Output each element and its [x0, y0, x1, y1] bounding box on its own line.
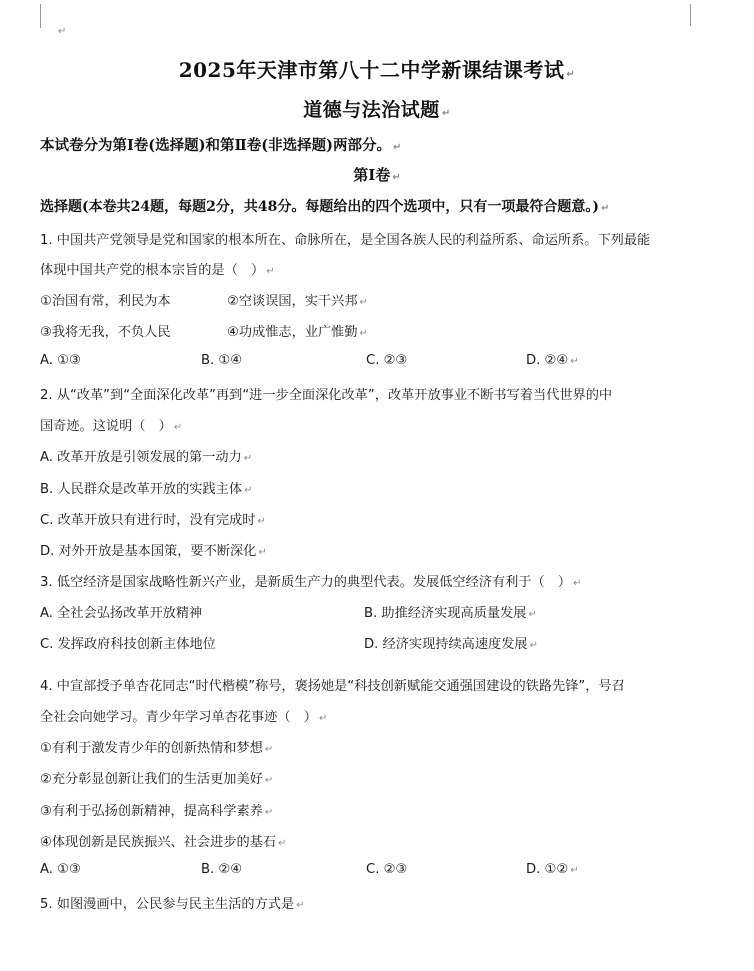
- paragraph-mark-icon: ↵: [58, 26, 67, 37]
- option-a[interactable]: A. 全社会弘扬改革开放精神: [40, 606, 203, 621]
- statement-2-text: ②充分彰显创新让我们的生活更加美好: [40, 772, 263, 787]
- paragraph-mark-icon: ↵: [244, 485, 253, 496]
- option-b-text: B. 助推经济实现高质量发展: [364, 606, 527, 621]
- paragraph-mark-icon: ↵: [257, 516, 266, 527]
- paragraph-mark-icon: ↵: [264, 744, 274, 755]
- statement-1: ①治国有常，利民为本: [40, 294, 171, 309]
- paragraph-mark-icon: ↵: [258, 547, 267, 558]
- paragraph-mark-icon: ↵: [570, 865, 579, 876]
- question-4-line-1: 4. 中宣部授予单杏花同志“时代楷模”称号，褒扬她是“科技创新赋能交通强国建设的铁路先锋”，号召: [40, 679, 625, 694]
- option-d[interactable]: [526, 862, 579, 877]
- section-heading: [0, 164, 754, 185]
- paragraph-mark-icon: ↵: [570, 356, 579, 367]
- option-b-text: B. 人民群众是改革开放的实践主体: [40, 482, 243, 497]
- statement-3: ③我将无我，不负人民: [40, 325, 171, 340]
- paragraph-mark-icon: ↵: [264, 775, 274, 786]
- question-3-stem: 3. 低空经济是国家战略性新兴产业，是新质生产力的典型代表。发展低空经济有利于（ ）: [40, 575, 572, 590]
- crop-mark-left: [40, 4, 41, 28]
- option-d[interactable]: [364, 633, 538, 652]
- paragraph-mark-icon: ↵: [264, 807, 274, 818]
- option-d-text: D. ②④: [526, 353, 569, 368]
- option-b[interactable]: [364, 602, 537, 621]
- question-2-stem-end: 国奇迹。这说明（ ）: [40, 419, 172, 434]
- section-heading-text: 第Ⅰ卷: [353, 166, 391, 184]
- statement-1-text: ①有利于激发青少年的创新热情和梦想: [40, 741, 263, 756]
- question-2-option-d[interactable]: [40, 540, 267, 559]
- statement-4-text: ④体现创新是民族振兴、社会进步的基石: [40, 835, 277, 850]
- option-c[interactable]: C. 发挥政府科技创新主体地位: [40, 637, 216, 652]
- instructions: [40, 196, 609, 216]
- option-a[interactable]: A. ①③: [40, 353, 81, 368]
- statement-4: [227, 321, 368, 340]
- statement-2-text: ②空谈误国，实干兴邦: [227, 294, 358, 309]
- exam-title: [0, 54, 754, 83]
- paragraph-mark-icon: ↵: [243, 453, 253, 464]
- paragraph-mark-icon: ↵: [266, 266, 275, 277]
- option-d-text: D. 对外开放是基本国策，要不断深化: [40, 544, 257, 559]
- paragraph-mark-icon: ↵: [359, 297, 368, 308]
- paragraph-mark-icon: ↵: [529, 640, 538, 651]
- paragraph-mark-icon: ↵: [600, 203, 610, 214]
- crop-mark-right: [690, 4, 691, 26]
- paragraph-mark-icon: ↵: [573, 578, 582, 589]
- question-1-line-2: [40, 259, 275, 278]
- option-a-text: A. 改革开放是引领发展的第一动力: [40, 450, 242, 465]
- paragraph-mark-icon: ↵: [359, 328, 368, 339]
- option-c[interactable]: C. ②③: [366, 353, 408, 368]
- option-a[interactable]: A. ①③: [40, 862, 81, 877]
- paragraph-mark-icon: ↵: [392, 142, 402, 153]
- question-4-statement-1: [40, 737, 273, 756]
- option-b[interactable]: B. ①④: [201, 353, 243, 368]
- statement-3-text: ③有利于弘扬创新精神，提高科学素养: [40, 804, 263, 819]
- question-1-line-1: 1. 中国共产党领导是党和国家的根本所在、命脉所在，是全国各族人民的利益所系、命运所系。下列最能: [40, 233, 651, 248]
- question-2-option-b[interactable]: [40, 478, 252, 497]
- question-4-line-2: [40, 706, 327, 725]
- question-4-stem-end: 全社会向她学习。青少年学习单杏花事迹（ ）: [40, 710, 317, 725]
- question-2-line-1: 2. 从“改革”到“全面深化改革”再到“进一步全面深化改革”，改革开放事业不断书写着当代世界的中: [40, 388, 613, 403]
- paragraph-mark-icon: ↵: [318, 713, 328, 724]
- statement-2: [227, 290, 368, 309]
- question-5-stem: 5. 如图漫画中，公民参与民主生活的方式是: [40, 897, 295, 912]
- question-4-statement-3: [40, 800, 273, 819]
- exam-intro-text: 本试卷分为第Ⅰ卷(选择题)和第Ⅱ卷(非选择题)两部分。: [40, 137, 391, 154]
- question-4-statement-2: [40, 768, 273, 787]
- option-c[interactable]: C. ②③: [366, 862, 408, 877]
- option-d-text: D. 经济实现持续高速度发展: [364, 637, 528, 652]
- exam-intro: [40, 134, 401, 155]
- question-2-option-c[interactable]: [40, 509, 266, 528]
- exam-subtitle-text: 道德与法治试题: [303, 99, 440, 121]
- paragraph-mark-icon: ↵: [528, 609, 537, 620]
- question-2-line-2: [40, 415, 182, 434]
- question-5-line-1: [40, 893, 305, 912]
- paragraph-mark-icon: ↵: [392, 172, 401, 183]
- paragraph-mark-icon: ↵: [566, 69, 576, 80]
- option-d[interactable]: [526, 353, 579, 368]
- option-c-text: C. 改革开放只有进行时，没有完成时: [40, 513, 256, 528]
- question-4-statement-4: [40, 831, 286, 850]
- option-b[interactable]: B. ②④: [201, 862, 243, 877]
- paragraph-mark-icon: ↵: [441, 108, 451, 119]
- option-d-text: D. ①②: [526, 862, 569, 877]
- question-2-option-a[interactable]: [40, 446, 252, 465]
- paragraph-mark-icon: ↵: [278, 838, 287, 849]
- question-3-line-1: [40, 571, 581, 590]
- instructions-text: 选择题(本卷共24题，每题2分，共48分。每题给出的四个选项中，只有一项最符合题意。): [40, 199, 599, 215]
- statement-4-text: ④功成惟志，业广惟勤: [227, 325, 358, 340]
- exam-subtitle: [0, 95, 754, 122]
- paragraph-mark-icon: ↵: [173, 422, 183, 433]
- exam-title-text: 2025年天津市第八十二中学新课结课考试: [178, 58, 565, 82]
- question-1-stem-end: 体现中国共产党的根本宗旨的是（ ）: [40, 263, 265, 278]
- paragraph-mark-icon: ↵: [296, 900, 305, 911]
